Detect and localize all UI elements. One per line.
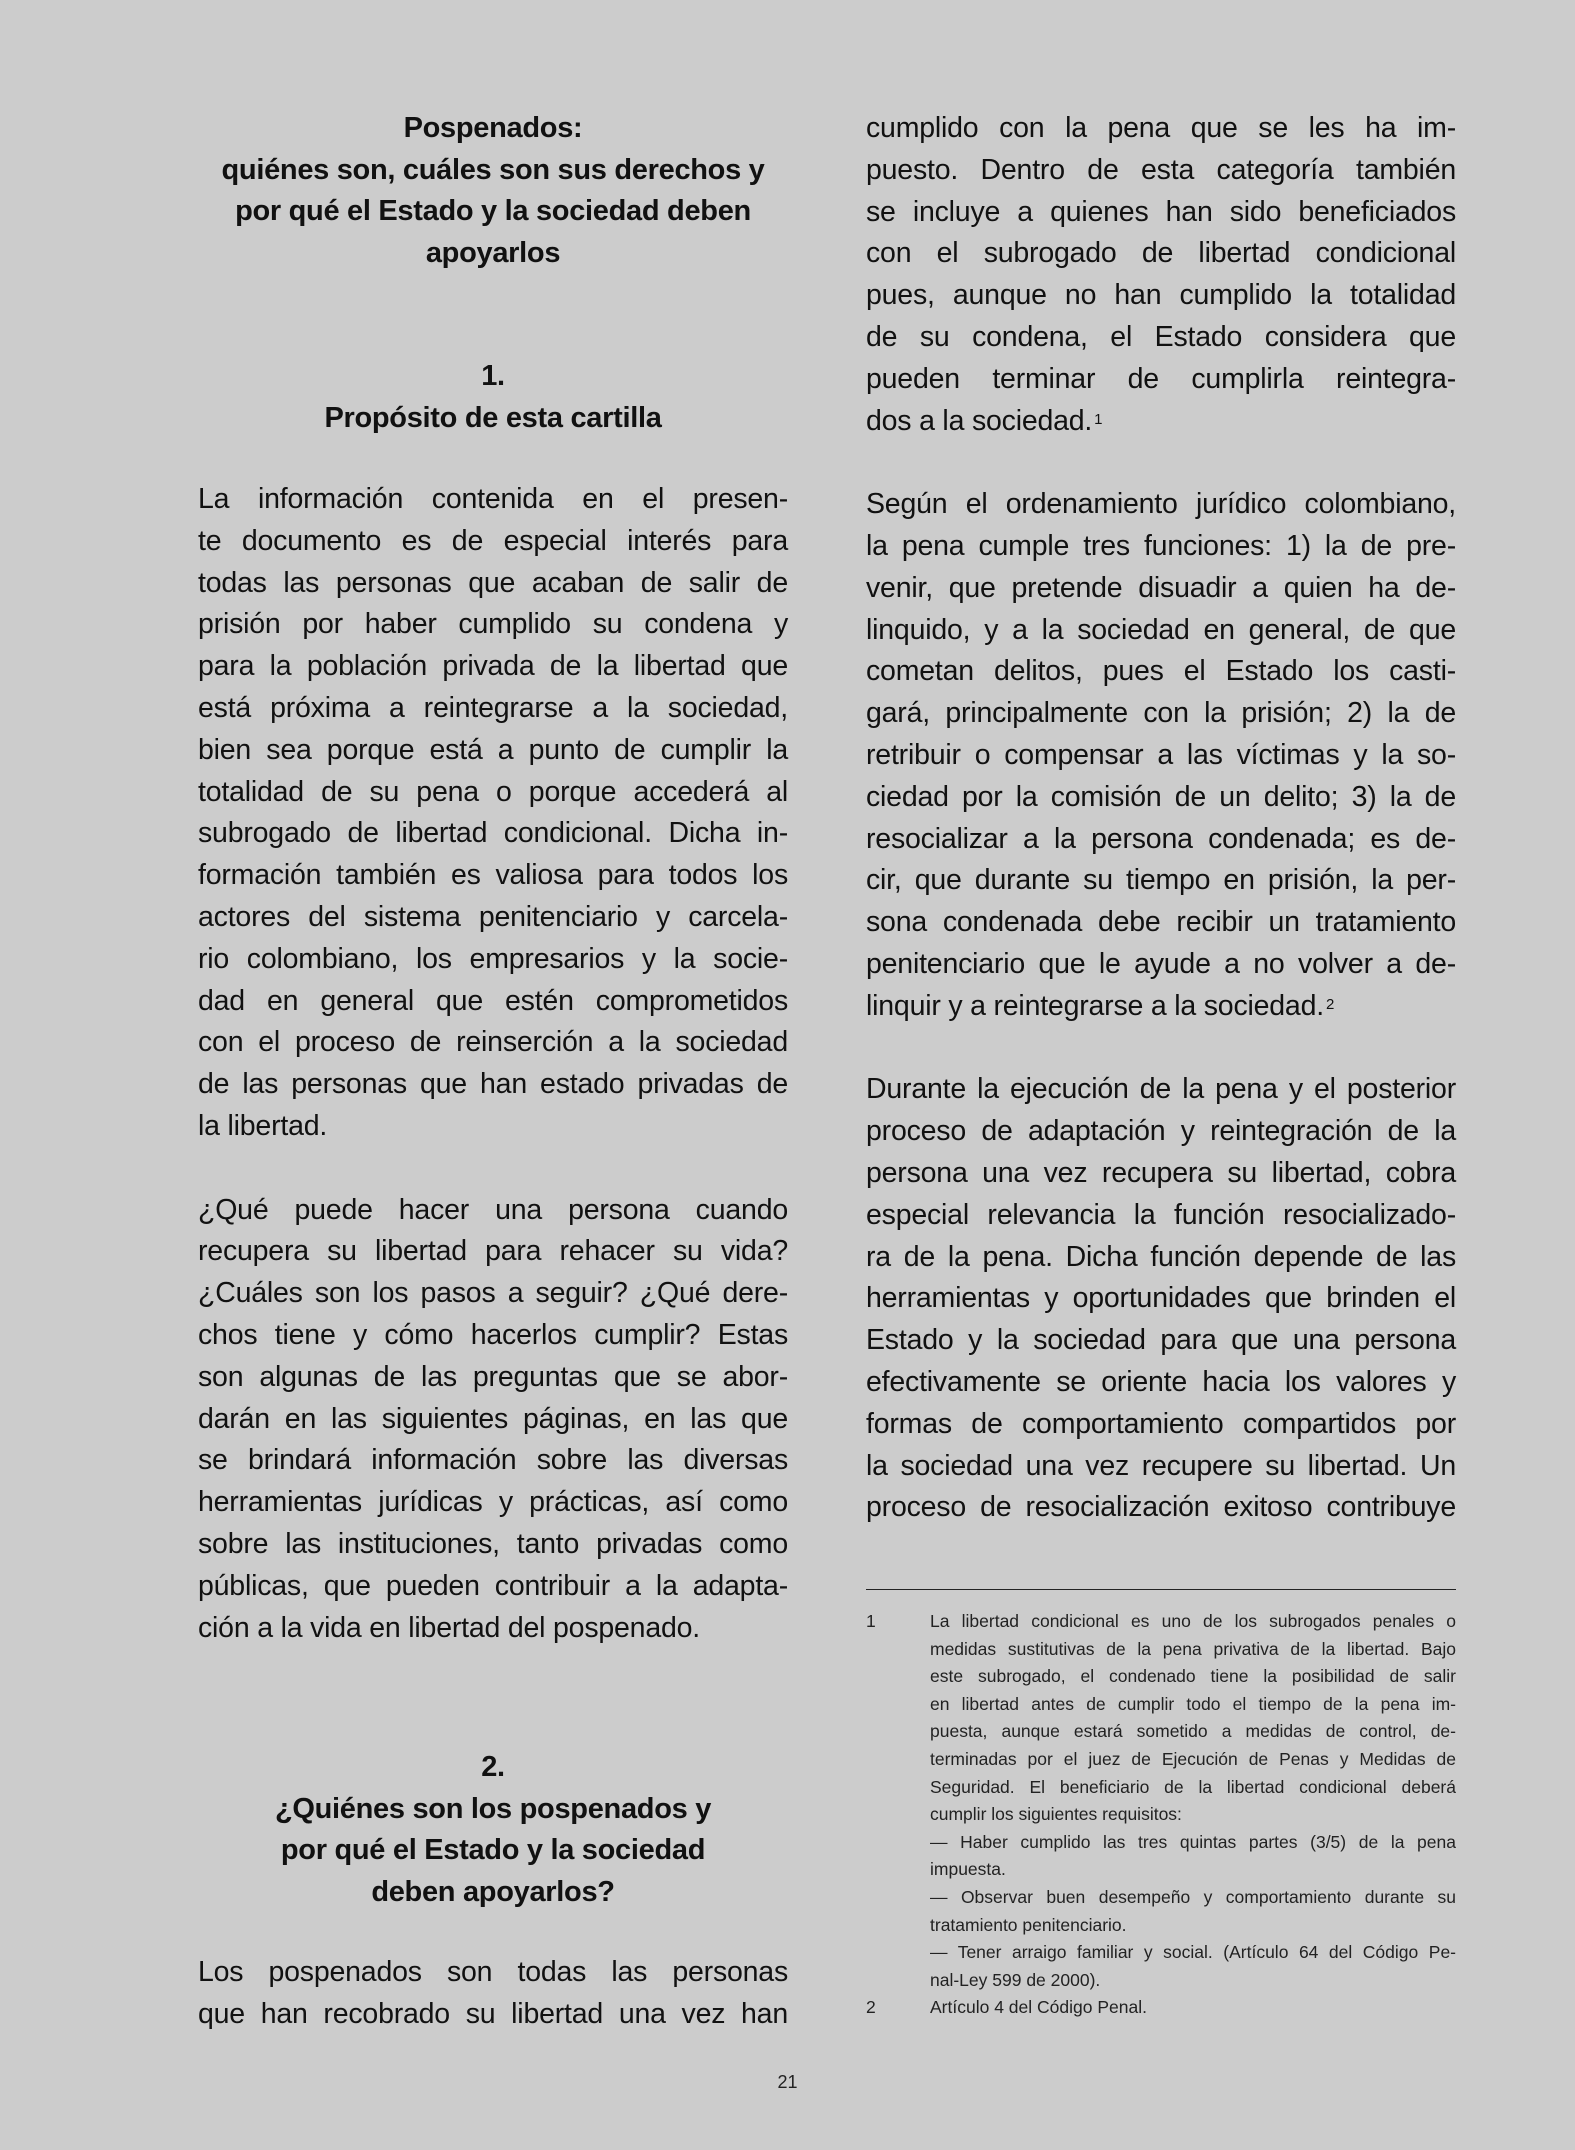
text-line-content: son algunas de las preguntas que se abor- (198, 1360, 788, 1393)
footnote-line: Artículo 4 del Código Penal. (930, 1997, 1147, 2018)
text-line-content: para la población privada de la libertad que (198, 650, 788, 683)
text-line-content: todas las personas que acaban de salir de (198, 566, 788, 599)
text-line-content: efectivamente se oriente hacia los valores y (866, 1365, 1456, 1398)
text-line-content: ra de la pena. Dicha función depende de las (866, 1240, 1456, 1273)
text-line-content: subrogado de libertad condicional. Dicha in- (198, 817, 788, 850)
text-line-content: persona una vez recupera su libertad, cobra (866, 1156, 1456, 1189)
text-line (866, 233, 1456, 275)
footnote-line: puesta, aunque estará sometido a medidas de control, de- (930, 1721, 1456, 1742)
text-line (866, 1111, 1456, 1153)
footnotes (866, 1608, 1456, 2022)
text-line (198, 772, 788, 814)
text-line-content: se incluye a quienes han sido beneficiados (866, 195, 1456, 228)
footnote-line: impuesta. (930, 1859, 1006, 1880)
text-line (198, 1273, 788, 1315)
text-line-content: rio colombiano, los empresarios y la socie- (198, 942, 788, 975)
text-line (198, 688, 788, 730)
text-line-content: de las personas que han estado privadas de (198, 1068, 788, 1101)
text-line-content: retribuir o compensar a las víctimas y la so- (866, 738, 1456, 771)
text-line-content: que han recobrado su libertad una vez han (198, 1998, 788, 2031)
text-line (866, 651, 1456, 693)
text-line (198, 939, 788, 981)
text-line (198, 1952, 788, 1994)
text-line (198, 1315, 788, 1357)
text-line-content: formas de comportamiento compartidos por (866, 1407, 1456, 1440)
text-line-content: se brindará información sobre las diversas (198, 1444, 788, 1477)
text-line-content: sona condenada debe recibir un tratamiento (866, 906, 1456, 939)
text-line-content: bien sea porque está a punto de cumplir la (198, 733, 788, 766)
text-line-content: de su condena, el Estado considera que (866, 320, 1456, 353)
right-paragraph-2 (866, 484, 1456, 1027)
footnote-line: tratamiento penitenciario. (930, 1914, 1127, 1935)
footnote-line: nal-Ley 599 de 2000). (930, 1969, 1101, 1990)
text-line (866, 108, 1456, 150)
section-1-paragraph-1 (198, 479, 788, 1148)
text-line-content: prisión por haber cumplido su condena y (198, 608, 788, 641)
text-line (198, 813, 788, 855)
text-line-content: te documento es de especial interés para (198, 524, 788, 557)
text-line-content: cir, que durante su tiempo en prisión, la per- (866, 864, 1456, 897)
text-line (198, 1994, 788, 2036)
text-line (198, 855, 788, 897)
text-line-content: recupera su libertad para rehacer su vida? (198, 1235, 788, 1268)
text-line-content: Durante la ejecución de la pena y el posterior (866, 1073, 1456, 1106)
right-paragraph-1 (866, 108, 1456, 442)
text-line-content: herramientas jurídicas y prácticas, así como (198, 1486, 788, 1519)
footnote-separator (866, 1589, 1456, 1590)
text-line (198, 563, 788, 605)
main-title-line: quiénes son, cuáles son sus derechos y (221, 153, 765, 186)
right-column (866, 108, 1456, 1529)
text-line (866, 1195, 1456, 1237)
text-line-content: especial relevancia la función resocializado- (866, 1198, 1456, 1231)
footnote-line: medidas sustitutivas de la pena privativa de la libertad. Bajo (930, 1638, 1456, 1659)
footnote-2 (866, 1994, 1456, 2022)
text-line (866, 860, 1456, 902)
text-line (198, 981, 788, 1023)
text-line-content: Los pospenados son todas las personas (198, 1956, 788, 1989)
text-line-content: linquido, y a la sociedad en general, de que (866, 613, 1456, 646)
text-line (198, 1399, 788, 1441)
text-line-content: ciedad por la comisión de un delito; 3) la de (866, 780, 1456, 813)
text-line (866, 484, 1456, 526)
footnote-reference[interactable]: 2 (1325, 995, 1335, 1013)
text-line (198, 1106, 788, 1148)
text-line (866, 1404, 1456, 1446)
text-line-content: dos a la sociedad. (866, 404, 1093, 437)
text-line (198, 604, 788, 646)
text-line (866, 986, 1456, 1028)
footnote-line: en libertad antes de cumplir todo el tiempo de la pena im- (930, 1693, 1456, 1714)
text-line (866, 526, 1456, 568)
text-line-content: pueden terminar de cumplirla reintegra- (866, 362, 1456, 395)
footnote-line: este subrogado, el condenado tiene la posibilidad de salir (930, 1666, 1456, 1687)
text-line-content: con el proceso de reinserción a la sociedad (198, 1026, 788, 1059)
footnote-number: 2 (866, 1997, 876, 2018)
section-1-number: 1. (481, 360, 505, 392)
text-line-content: está próxima a reintegrarse a la sociedad, (198, 691, 788, 724)
text-line (866, 819, 1456, 861)
section-2-heading (198, 1747, 788, 1913)
section-2-title-line: ¿Quiénes son los pospenados y (274, 1792, 712, 1825)
text-line-content: penitenciario que le ayude a no volver a de- (866, 947, 1456, 980)
footnote-number: 1 (866, 1611, 876, 1631)
text-line (866, 1320, 1456, 1362)
main-title-line: por qué el Estado y la sociedad deben (235, 195, 751, 227)
footnote-line: — Haber cumplido las tres quintas partes (3/5) de la pena (930, 1831, 1456, 1852)
text-line-content: venir, que pretende disuadir a quien ha de- (866, 571, 1456, 604)
left-column (198, 108, 788, 2036)
text-line-content: la pena cumple tres funciones: 1) la de pre- (866, 529, 1456, 562)
text-line-content: linquir y a reintegrarse a la sociedad. (866, 989, 1324, 1022)
text-line (198, 1022, 788, 1064)
text-line-content: cometan delitos, pues el Estado los casti- (866, 655, 1456, 688)
text-line (866, 401, 1456, 443)
text-line-content: cumplido con la pena que se les ha im- (866, 112, 1456, 144)
footnote-line: cumplir los siguientes requisitos: (930, 1804, 1182, 1825)
text-line (198, 479, 788, 521)
text-line (198, 897, 788, 939)
text-line (198, 1190, 788, 1232)
text-line (866, 777, 1456, 819)
text-line (866, 1069, 1456, 1111)
text-line-content: con el subrogado de libertad condicional (866, 237, 1456, 270)
text-line (866, 568, 1456, 610)
text-line-content: La información contenida en el presen- (198, 483, 788, 515)
text-line (866, 275, 1456, 317)
text-line (866, 1362, 1456, 1404)
text-line-content: ¿Qué puede hacer una persona cuando (198, 1193, 788, 1226)
text-line-content: sobre las instituciones, tanto privadas como (198, 1527, 788, 1560)
text-line (866, 944, 1456, 986)
text-line-content: Estado y la sociedad para que una persona (866, 1324, 1456, 1357)
text-line-content: proceso de resocialización exitoso contribuye (866, 1491, 1456, 1524)
text-line-content: chos tiene y cómo hacerlos cumplir? Estas (198, 1318, 788, 1351)
text-line (198, 1231, 788, 1273)
text-line-content: la sociedad una vez recupere su libertad. Un (866, 1449, 1456, 1482)
main-title-line: Pospenados: (403, 112, 583, 144)
footnote-reference[interactable]: 1 (1094, 410, 1103, 428)
section-1-heading (198, 356, 788, 439)
text-line-content: la libertad. (198, 1109, 328, 1142)
text-line (866, 317, 1456, 359)
footnote-1 (866, 1608, 1456, 1994)
section-2-title-line: deben apoyarlos? (371, 1875, 615, 1908)
text-line (198, 1524, 788, 1566)
text-line-content: ¿Cuáles son los pasos a seguir? ¿Qué dere- (198, 1277, 788, 1310)
text-line (866, 1446, 1456, 1488)
footnote-line: La libertad condicional es uno de los subrogados penales o (930, 1611, 1456, 1631)
text-line (866, 735, 1456, 777)
text-line-content: resocializar a la persona condenada; es de- (866, 822, 1456, 855)
text-line (198, 1064, 788, 1106)
text-line (866, 1153, 1456, 1195)
section-2-title-line: por qué el Estado y la sociedad (280, 1834, 706, 1867)
text-line-content: formación también es valiosa para todos los (198, 859, 788, 892)
main-title-line: apoyarlos (425, 236, 561, 269)
text-line-content: gará, principalmente con la prisión; 2) la de (866, 697, 1456, 730)
text-line-content: ción a la vida en libertad del pospenado. (198, 1611, 701, 1644)
text-line (198, 1566, 788, 1608)
text-line (198, 1608, 788, 1650)
text-line (198, 646, 788, 688)
text-line-content: públicas, que pueden contribuir a la adapta- (198, 1569, 788, 1602)
main-title (198, 108, 788, 274)
text-line (198, 1357, 788, 1399)
text-line (866, 150, 1456, 192)
footnote-line: — Tener arraigo familiar y social. (Artículo 64 del Código Pe- (930, 1942, 1456, 1963)
text-line (866, 1278, 1456, 1320)
text-line-content: proceso de adaptación y reintegración de la (866, 1115, 1456, 1148)
text-line-content: herramientas y oportunidades que brinden el (866, 1282, 1456, 1315)
text-line-content: Según el ordenamiento jurídico colombiano, (866, 488, 1456, 521)
footnote-line: terminadas por el juez de Ejecución de Penas y Medidas de (930, 1748, 1456, 1769)
text-line-content: actores del sistema penitenciario y carcela- (198, 900, 788, 933)
text-line (198, 1440, 788, 1482)
text-line (866, 693, 1456, 735)
text-line (866, 1237, 1456, 1279)
text-line (198, 521, 788, 563)
text-line (866, 902, 1456, 944)
section-2-paragraph-start (198, 1952, 788, 2036)
text-line (866, 610, 1456, 652)
section-1-title: Propósito de esta cartilla (324, 401, 662, 434)
text-line (198, 1482, 788, 1524)
text-line (198, 730, 788, 772)
text-line-content: pues, aunque no han cumplido la totalidad (866, 279, 1456, 312)
right-paragraph-3 (866, 1069, 1456, 1529)
footnote-line: — Observar buen desempeño y comportamiento durante su (930, 1886, 1456, 1907)
footnote-line: Seguridad. El beneficiario de la libertad condicional deberá (930, 1776, 1456, 1797)
section-2-number: 2. (481, 1751, 505, 1784)
section-1-paragraph-2 (198, 1190, 788, 1650)
page-number: 21 (777, 2072, 798, 2092)
text-line-content: puesto. Dentro de esta categoría también (866, 153, 1456, 186)
text-line-content: dad en general que estén comprometidos (198, 984, 788, 1017)
text-line-content: totalidad de su pena o porque accederá al (198, 775, 788, 808)
text-line (866, 192, 1456, 234)
text-line (866, 1487, 1456, 1529)
text-line (866, 359, 1456, 401)
text-line-content: darán en las siguientes páginas, en las que (198, 1402, 788, 1435)
